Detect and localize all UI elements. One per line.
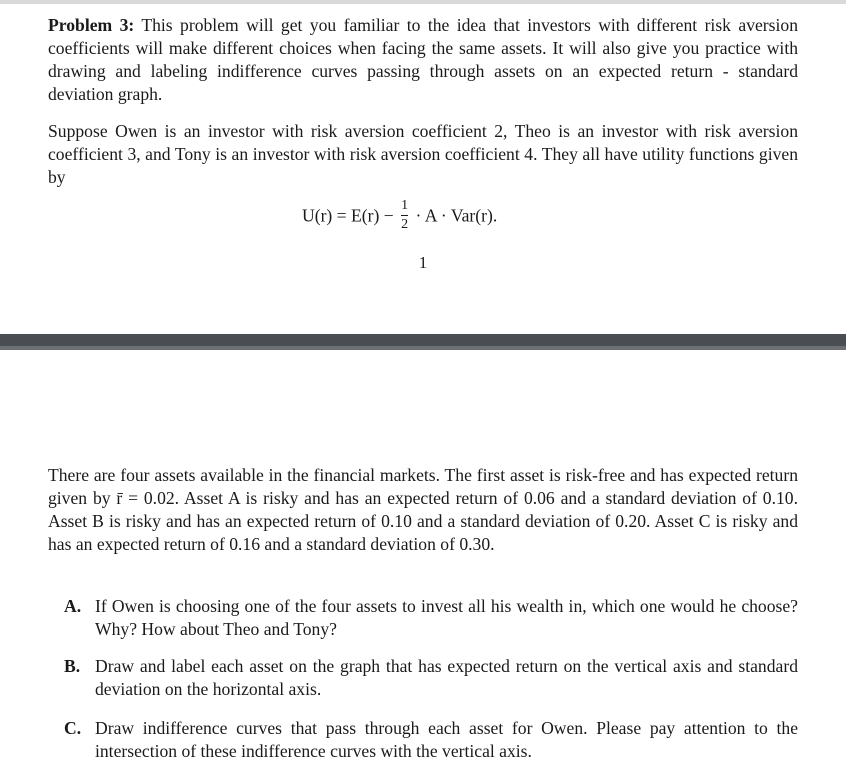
page-1 [0,4,846,334]
page-2 [0,350,846,783]
page-number: 1 [418,253,428,272]
formula-fraction [401,199,408,232]
formula-rhs: · A · Var(r). [415,205,498,226]
problem-intro-text: This problem will get you familiar to the idea that investors with different risk aversion coefficients will make different choices when facing the same assets. It will also give you practice with drawing and labeling indifference curves passing through assets on an expected return - standard deviation graph. [48,15,798,104]
page-separator [0,334,846,350]
question-text: If Owen is choosing one of the four assets to invest all his wealth in, which one would he choose? Why? How about Theo and Tony? [95,596,798,639]
question-text: Draw indifference curves that pass through each asset for Owen. Please pay attention to the intersection of these indifference curves with the vertical axis. [95,718,798,761]
setup-paragraph: Suppose Owen is an investor with risk aversion coefficient 2, Theo is an investor with risk aversion coefficient 3, and Tony is an investor with risk aversion coefficient 4. They all have utility functions given by [48,121,798,187]
question-label: A. [64,596,82,616]
question-text: Draw and label each asset on the graph that has expected return on the vertical axis and standard deviation on the horizontal axis. [95,656,798,699]
assets-paragraph: There are four assets available in the financial markets. The first asset is risk-free and has expected return given by r̄ = 0.02. Asset A is risky and has an expected return of 0.06 and a standard deviation of 0.10. Asset B is risky and has an expected return of 0.10 and a standard deviation of 0.20. Asset C is risky and has an expected return of 0.16 and a standard deviation of 0.30. [48,465,798,554]
fraction-numerator: 1 [401,198,409,213]
utility-formula [0,191,846,235]
question-label: C. [64,718,82,738]
question-label: B. [64,656,81,676]
question-c [64,717,798,763]
formula-lhs: U(r) = E(r) − [302,205,394,226]
problem-intro [48,14,798,106]
question-a [64,595,798,641]
fraction-denominator: 2 [401,217,409,232]
problem-heading: Problem 3: [48,15,135,35]
question-b [64,655,798,701]
